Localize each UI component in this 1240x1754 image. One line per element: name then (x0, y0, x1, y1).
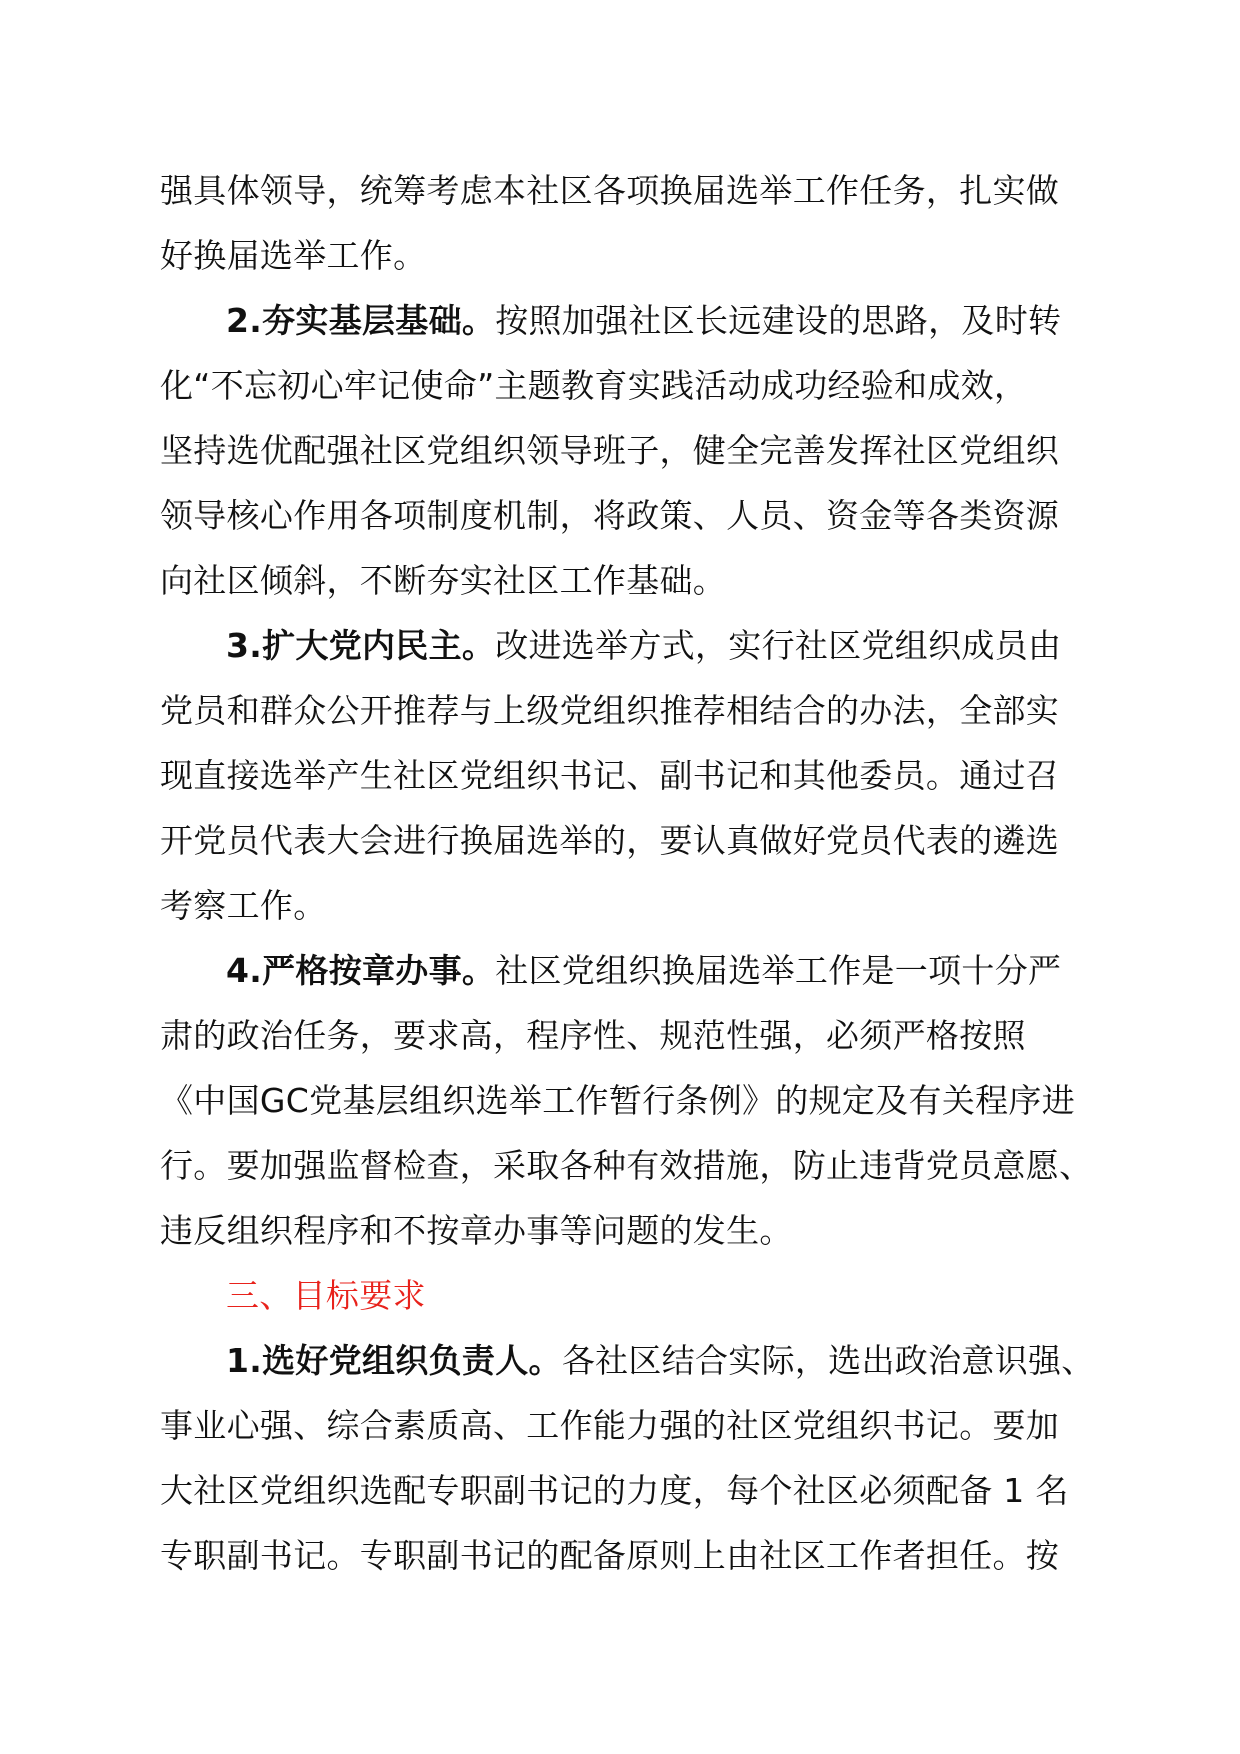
paragraph-line: 好换届选举工作。 (160, 236, 427, 275)
paragraph-line: 党员和群众公开推荐与上级党组织推荐相结合的办法，全部实 (160, 691, 1060, 730)
item-text: 改进选举方式，实行社区党组织成员由 (495, 626, 1062, 665)
item-text: 各社区结合实际，选出政治意识强、 (561, 1341, 1095, 1380)
paragraph-line: 事业心强、综合素质高、工作能力强的社区党组织书记。要加 (160, 1406, 1060, 1445)
paragraph-line: 考察工作。 (160, 886, 327, 925)
section-heading: 三、目标要求 (226, 1276, 426, 1315)
item-heading: 1.选好党组织负责人。 (226, 1341, 562, 1380)
item-heading: 4.严格按章办事。 (226, 951, 496, 990)
paragraph-line (160, 1328, 1100, 1393)
document-body (160, 158, 1100, 1588)
paragraph-line: 《中国GC党基层组织选举工作暂行条例》的规定及有关程序进 (160, 1081, 1076, 1120)
paragraph-line (160, 613, 1100, 678)
paragraph-line: 行。要加强监督检查，采取各种有效措施，防止违背党员意愿、 (160, 1146, 1093, 1185)
paragraph-line: 违反组织程序和不按章办事等问题的发生。 (160, 1211, 793, 1250)
paragraph-line (160, 938, 1100, 1003)
paragraph-line: 专职副书记。专职副书记的配备原则上由社区工作者担任。按 (160, 1536, 1060, 1575)
item-text: 社区党组织换届选举工作是一项十分严 (495, 951, 1062, 990)
paragraph-line (160, 288, 1100, 353)
item-text: 按照加强社区长远建设的思路，及时转 (495, 301, 1062, 340)
paragraph-line: 强具体领导，统筹考虑本社区各项换届选举工作任务，扎实做 (160, 171, 1060, 210)
paragraph-line: 向社区倾斜，不断夯实社区工作基础。 (160, 561, 727, 600)
paragraph-line: 开党员代表大会进行换届选举的，要认真做好党员代表的遴选 (160, 821, 1060, 860)
item-heading: 2.夯实基层基础。 (226, 301, 496, 340)
paragraph-line: 坚持选优配强社区党组织领导班子，健全完善发挥社区党组织 (160, 431, 1060, 470)
paragraph-line: 化“不忘初心牢记使命”主题教育实践活动成功经验和成效， (160, 366, 1028, 405)
paragraph-line: 肃的政治任务，要求高，程序性、规范性强，必须严格按照 (160, 1016, 1026, 1055)
paragraph-line: 大社区党组织选配专职副书记的力度，每个社区必须配备 1 名 (160, 1471, 1069, 1510)
paragraph-line: 领导核心作用各项制度机制，将政策、人员、资金等各类资源 (160, 496, 1060, 535)
paragraph-line: 现直接选举产生社区党组织书记、副书记和其他委员。通过召 (160, 756, 1060, 795)
item-heading: 3.扩大党内民主。 (226, 626, 496, 665)
